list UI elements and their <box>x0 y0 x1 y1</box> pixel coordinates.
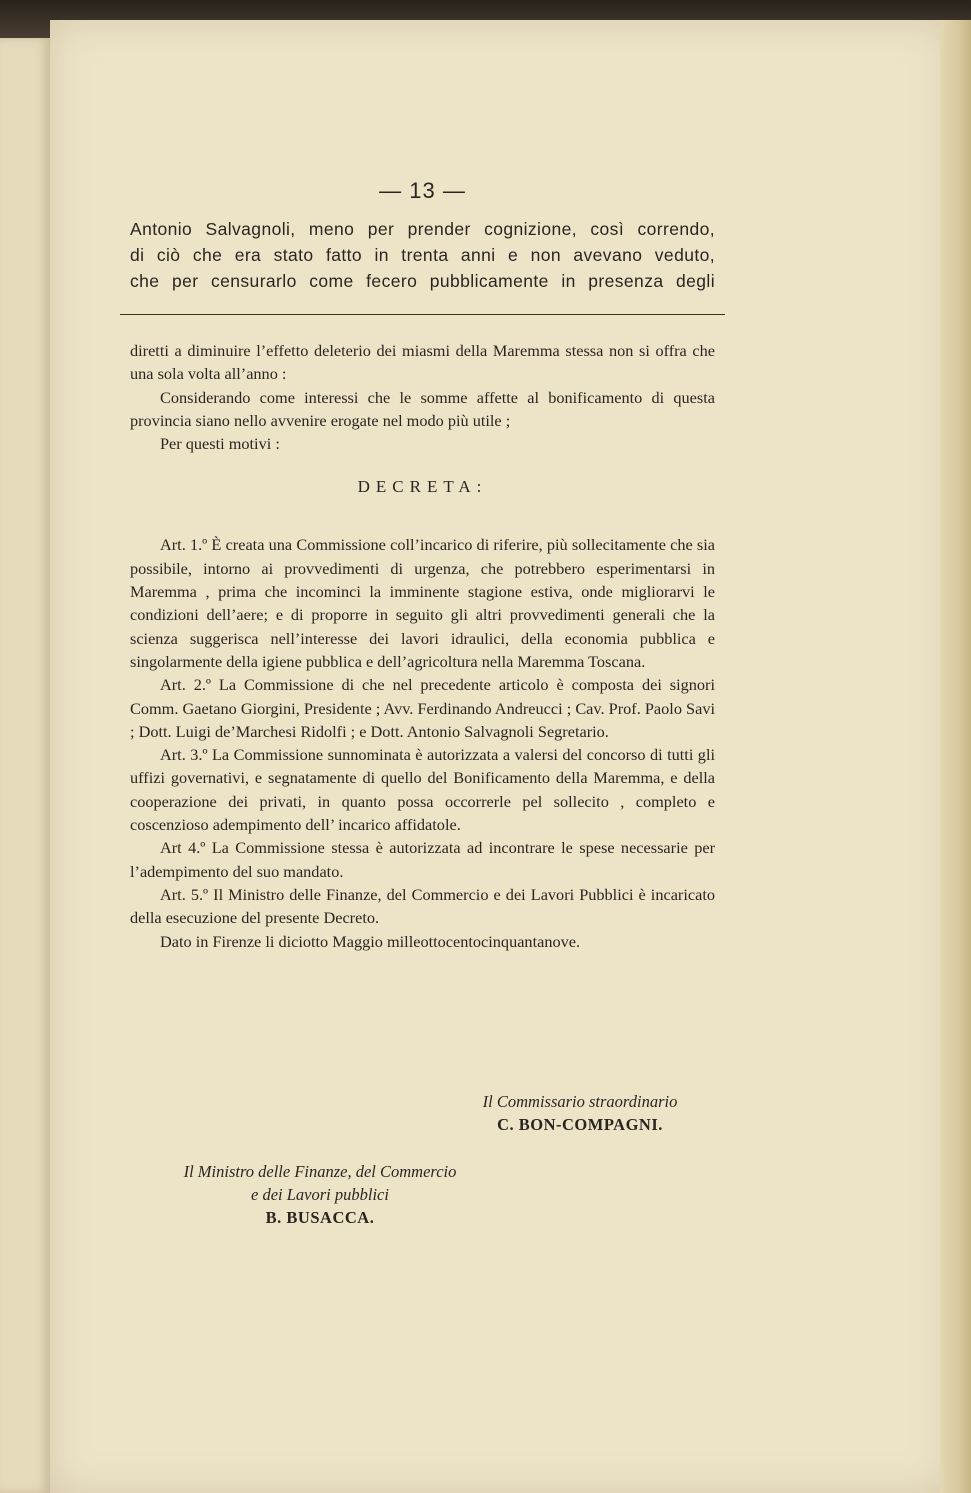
intro-paragraph-2: Considerando come interessi che le somme affette al bonificamento di questa provincia siano nello avvenire erogate nel modo più utile ; <box>130 387 715 430</box>
article-5: Art. 5.º Il Ministro delle Finanze, del Commercio e dei Lavori Pubblici è incaricato della esecuzione del presente Decreto. <box>130 884 715 928</box>
decree-text <box>130 339 715 953</box>
header-paragraph <box>130 216 715 294</box>
article-1: Art. 1.º È creata una Commissione coll’incarico di riferire, più sollecitamente che sia possibile, intorno ai provvedimenti di urgenza, che potrebbero esperimentarsi in Maremma , prima che incominci la imminente stagione estiva, onde migliorarvi le condizioni dell’aere; e di proporre in seguito gli altri provvedimenti generali che la scienza suggerisca nell’interesse dei lavori idraulici, della economia pubblica e singolarmente della igiene pubblica e dell’agricoltura nella Maremma Toscana. <box>130 535 715 671</box>
page-content <box>130 178 715 953</box>
decree-heading: DECRETA: <box>357 477 488 497</box>
facing-page-edge <box>0 38 52 1493</box>
header-line-2: di ciò che era stato fatto in trenta anni e non avevano veduto, <box>130 245 715 265</box>
minister-signature <box>140 1160 500 1229</box>
commissioner-signature <box>460 1090 700 1136</box>
intro-paragraph-3: Per questi motivi : <box>160 434 280 454</box>
header-line-1: Antonio Salvagnoli, meno per prender cognizione, così correndo, <box>130 219 715 239</box>
minister-name: B. BUSACCA. <box>265 1208 375 1227</box>
header-line-3: che per censurarlo come fecero pubblicamente in presenza degli <box>130 271 715 291</box>
commissioner-name: C. BON-COMPAGNI. <box>497 1115 663 1134</box>
minister-title-line-1: Il Ministro delle Finanze, del Commercio <box>183 1162 457 1181</box>
article-3: Art. 3.º La Commissione sunnominata è autorizzata a valersi del concorso di tutti gli uffizi governativi, e segnatamente di quello del Bonificamento della Maremma, e della cooperazione dei privati, in quanto possa occorrerle pel sollecito , completo e coscenzioso adempimento dell’ incarico affidatole. <box>130 745 715 835</box>
section-divider <box>120 314 725 315</box>
intro-paragraph-1: diretti a diminuire l’effetto deleterio dei miasmi della Maremma stessa non si offra che una sola volta all’anno : <box>130 341 715 384</box>
page-stack-edge <box>940 20 971 1493</box>
article-2: Art. 2.º La Commissione di che nel precedente articolo è composta dei signori Comm. Gaetano Giorgini, Presidente ; Avv. Ferdinando Andreucci ; Cav. Prof. Paolo Savi ; Dott. Luigi de’Marchesi Ridolfi ; e Dott. Antonio Salvagnoli Segretario. <box>130 675 715 741</box>
article-4: Art 4.º La Commissione stessa è autorizzata ad incontrare le spese necessarie per l’adempimento del suo mandato. <box>130 838 715 881</box>
minister-title-line-2: e dei Lavori pubblici <box>251 1185 389 1204</box>
decree-date: Dato in Firenze li diciotto Maggio milleottocentocinquantanove. <box>160 931 581 951</box>
page-number: — 13 — <box>379 178 466 203</box>
commissioner-title: Il Commissario straordinario <box>482 1092 678 1111</box>
